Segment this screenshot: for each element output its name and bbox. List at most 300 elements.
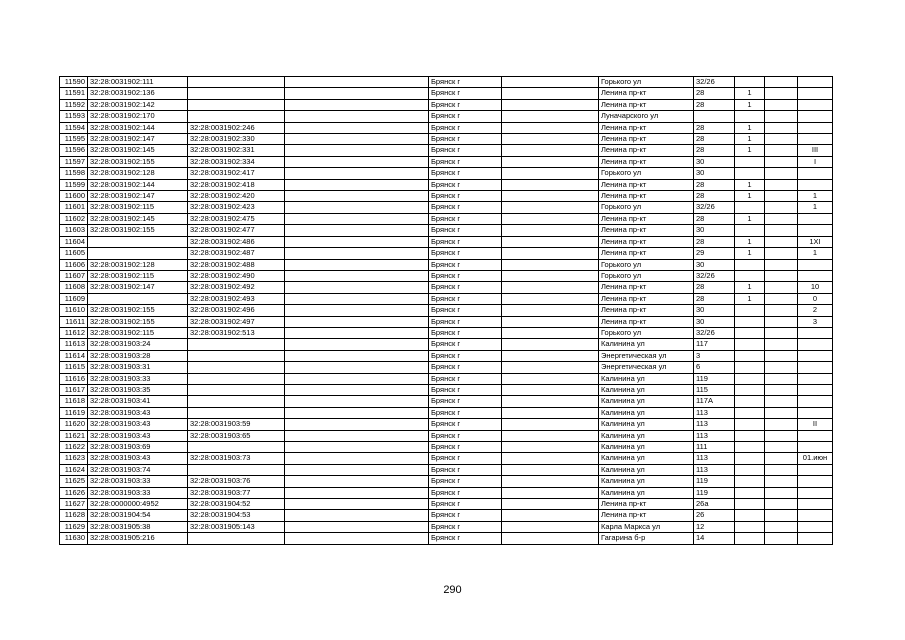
cell-street: Калинина ул (599, 396, 694, 407)
cell-row-number: 11599 (60, 179, 88, 190)
cell-structure (765, 350, 798, 361)
cell-row-number: 11627 (60, 499, 88, 510)
cell-structure (765, 248, 798, 259)
cell-building (735, 202, 765, 213)
cell-apartment (798, 384, 833, 395)
table-row (60, 191, 833, 202)
cell-house: 12 (694, 521, 735, 532)
cell-sub-cadastral-number: 32:28:0031903:76 (188, 476, 285, 487)
cell-city: Брянск г (429, 419, 502, 430)
cell-empty-col (285, 202, 429, 213)
cell-city: Брянск г (429, 145, 502, 156)
cell-sub-cadastral-number: 32:28:0031902:492 (188, 282, 285, 293)
cell-structure (765, 373, 798, 384)
cell-house: 115 (694, 384, 735, 395)
cell-street: Ленина пр-кт (599, 122, 694, 133)
table-row (60, 168, 833, 179)
cell-row-number: 11626 (60, 487, 88, 498)
table-row (60, 213, 833, 224)
cell-empty-col (285, 453, 429, 464)
cell-empty-col (285, 362, 429, 373)
cell-city: Брянск г (429, 225, 502, 236)
cell-city: Брянск г (429, 213, 502, 224)
table-row (60, 293, 833, 304)
cell-empty-col (285, 111, 429, 122)
cell-empty-col-2 (502, 316, 599, 327)
cell-row-number: 11604 (60, 236, 88, 247)
cell-house: 113 (694, 453, 735, 464)
cell-city: Брянск г (429, 88, 502, 99)
cell-apartment: 1 (798, 191, 833, 202)
cell-street: Ленина пр-кт (599, 213, 694, 224)
cell-street: Ленина пр-кт (599, 499, 694, 510)
cell-city: Брянск г (429, 191, 502, 202)
cell-structure (765, 453, 798, 464)
cell-row-number: 11607 (60, 270, 88, 281)
table-row (60, 248, 833, 259)
cell-sub-cadastral-number (188, 88, 285, 99)
cell-building (735, 521, 765, 532)
cell-cadastral-number: 32:28:0031903:31 (88, 362, 188, 373)
table-row (60, 236, 833, 247)
table-row (60, 407, 833, 418)
cell-row-number: 11621 (60, 430, 88, 441)
cell-house: 28 (694, 293, 735, 304)
cell-structure (765, 259, 798, 270)
cell-sub-cadastral-number: 32:28:0031902:487 (188, 248, 285, 259)
cell-empty-col (285, 384, 429, 395)
table-row (60, 316, 833, 327)
cell-row-number: 11619 (60, 407, 88, 418)
cell-apartment (798, 430, 833, 441)
cell-apartment (798, 533, 833, 544)
cell-house: 30 (694, 225, 735, 236)
cell-row-number: 11615 (60, 362, 88, 373)
cell-row-number: 11618 (60, 396, 88, 407)
cell-city: Брянск г (429, 122, 502, 133)
cell-building (735, 453, 765, 464)
cell-building: 1 (735, 282, 765, 293)
cell-row-number: 11609 (60, 293, 88, 304)
cell-sub-cadastral-number: 32:28:0031902:334 (188, 156, 285, 167)
cell-apartment (798, 99, 833, 110)
cell-street: Ленина пр-кт (599, 191, 694, 202)
cell-house: 28 (694, 145, 735, 156)
table-row (60, 99, 833, 110)
table-row (60, 533, 833, 544)
cell-structure (765, 270, 798, 281)
table-row (60, 373, 833, 384)
cell-structure (765, 213, 798, 224)
cell-street: Энергетическая ул (599, 350, 694, 361)
cell-street: Энергетическая ул (599, 362, 694, 373)
cell-street: Калинина ул (599, 373, 694, 384)
cell-structure (765, 487, 798, 498)
cell-empty-col-2 (502, 77, 599, 88)
cell-city: Брянск г (429, 99, 502, 110)
cell-street: Калинина ул (599, 339, 694, 350)
cell-building (735, 316, 765, 327)
table-row (60, 202, 833, 213)
cell-street: Калинина ул (599, 384, 694, 395)
cell-apartment (798, 339, 833, 350)
cell-city: Брянск г (429, 442, 502, 453)
cell-empty-col-2 (502, 122, 599, 133)
cell-empty-col-2 (502, 156, 599, 167)
cell-row-number: 11622 (60, 442, 88, 453)
cell-building (735, 168, 765, 179)
cell-row-number: 11629 (60, 521, 88, 532)
cell-empty-col-2 (502, 99, 599, 110)
cell-house: 119 (694, 487, 735, 498)
cell-empty-col (285, 77, 429, 88)
cell-empty-col (285, 270, 429, 281)
cell-sub-cadastral-number: 32:28:0031904:52 (188, 499, 285, 510)
table-row (60, 339, 833, 350)
cell-empty-col (285, 282, 429, 293)
cell-cadastral-number: 32:28:0031903:24 (88, 339, 188, 350)
cell-apartment (798, 270, 833, 281)
cell-street: Гагарина б-р (599, 533, 694, 544)
cell-apartment (798, 373, 833, 384)
cell-city: Брянск г (429, 373, 502, 384)
cell-street: Луначарского ул (599, 111, 694, 122)
cell-apartment (798, 111, 833, 122)
cell-street: Ленина пр-кт (599, 88, 694, 99)
registry-table (59, 76, 833, 545)
cell-cadastral-number: 32:28:0031902:147 (88, 191, 188, 202)
cell-cadastral-number: 32:28:0031903:28 (88, 350, 188, 361)
cell-empty-col (285, 225, 429, 236)
cell-sub-cadastral-number (188, 384, 285, 395)
cell-cadastral-number (88, 293, 188, 304)
cell-cadastral-number: 32:28:0031902:170 (88, 111, 188, 122)
cell-building: 1 (735, 191, 765, 202)
cell-cadastral-number: 32:28:0031902:145 (88, 213, 188, 224)
cell-structure (765, 384, 798, 395)
cell-city: Брянск г (429, 407, 502, 418)
cell-empty-col (285, 305, 429, 316)
cell-building (735, 225, 765, 236)
cell-empty-col-2 (502, 396, 599, 407)
cell-sub-cadastral-number (188, 396, 285, 407)
cell-street: Калинина ул (599, 464, 694, 475)
table-row (60, 122, 833, 133)
cell-cadastral-number: 32:28:0031903:43 (88, 419, 188, 430)
cell-sub-cadastral-number: 32:28:0031902:417 (188, 168, 285, 179)
cell-structure (765, 442, 798, 453)
cell-structure (765, 327, 798, 338)
cell-row-number: 11591 (60, 88, 88, 99)
cell-empty-col-2 (502, 384, 599, 395)
cell-city: Брянск г (429, 453, 502, 464)
cell-apartment (798, 259, 833, 270)
table-row (60, 384, 833, 395)
cell-row-number: 11620 (60, 419, 88, 430)
cell-sub-cadastral-number: 32:28:0031902:475 (188, 213, 285, 224)
cell-apartment (798, 122, 833, 133)
cell-empty-col-2 (502, 419, 599, 430)
cell-sub-cadastral-number: 32:28:0031902:486 (188, 236, 285, 247)
cell-street: Ленина пр-кт (599, 236, 694, 247)
cell-city: Брянск г (429, 305, 502, 316)
cell-building (735, 510, 765, 521)
cell-house: 30 (694, 156, 735, 167)
cell-row-number: 11614 (60, 350, 88, 361)
cell-sub-cadastral-number: 32:28:0031902:496 (188, 305, 285, 316)
cell-cadastral-number: 32:28:0031902:128 (88, 168, 188, 179)
cell-structure (765, 521, 798, 532)
cell-empty-col-2 (502, 533, 599, 544)
cell-street: Ленина пр-кт (599, 134, 694, 145)
cell-building (735, 396, 765, 407)
cell-house: 117 (694, 339, 735, 350)
cell-city: Брянск г (429, 134, 502, 145)
cell-street: Карла Маркса ул (599, 521, 694, 532)
cell-street: Горького ул (599, 77, 694, 88)
cell-sub-cadastral-number: 32:28:0031903:65 (188, 430, 285, 441)
cell-city: Брянск г (429, 156, 502, 167)
cell-building (735, 476, 765, 487)
cell-house: 29 (694, 248, 735, 259)
cell-house: 113 (694, 407, 735, 418)
cell-empty-col (285, 134, 429, 145)
cell-row-number: 11594 (60, 122, 88, 133)
cell-city: Брянск г (429, 293, 502, 304)
cell-empty-col (285, 407, 429, 418)
cell-sub-cadastral-number (188, 533, 285, 544)
cell-row-number: 11592 (60, 99, 88, 110)
cell-structure (765, 145, 798, 156)
cell-empty-col-2 (502, 213, 599, 224)
cell-city: Брянск г (429, 487, 502, 498)
cell-empty-col (285, 213, 429, 224)
cell-apartment: I (798, 156, 833, 167)
cell-sub-cadastral-number: 32:28:0031902:497 (188, 316, 285, 327)
cell-empty-col-2 (502, 282, 599, 293)
cell-empty-col-2 (502, 202, 599, 213)
cell-house: 6 (694, 362, 735, 373)
cell-empty-col (285, 316, 429, 327)
cell-sub-cadastral-number: 32:28:0031902:513 (188, 327, 285, 338)
cell-empty-col-2 (502, 487, 599, 498)
cell-cadastral-number (88, 248, 188, 259)
cell-row-number: 11611 (60, 316, 88, 327)
table-row (60, 442, 833, 453)
cell-city: Брянск г (429, 499, 502, 510)
cell-row-number: 11595 (60, 134, 88, 145)
cell-house: 28 (694, 282, 735, 293)
cell-house: 26 (694, 510, 735, 521)
table-row (60, 225, 833, 236)
cell-structure (765, 111, 798, 122)
cell-city: Брянск г (429, 282, 502, 293)
cell-row-number: 11610 (60, 305, 88, 316)
cell-empty-col (285, 88, 429, 99)
cell-empty-col (285, 442, 429, 453)
cell-sub-cadastral-number: 32:28:0031902:477 (188, 225, 285, 236)
cell-row-number: 11602 (60, 213, 88, 224)
cell-building: 1 (735, 122, 765, 133)
cell-apartment (798, 521, 833, 532)
cell-sub-cadastral-number (188, 373, 285, 384)
cell-street: Ленина пр-кт (599, 179, 694, 190)
cell-cadastral-number: 32:28:0031903:69 (88, 442, 188, 453)
page-number: 290 (443, 584, 462, 596)
cell-structure (765, 168, 798, 179)
cell-sub-cadastral-number: 32:28:0031904:53 (188, 510, 285, 521)
cell-empty-col (285, 327, 429, 338)
cell-house: 26а (694, 499, 735, 510)
cell-sub-cadastral-number: 32:28:0031903:73 (188, 453, 285, 464)
cell-cadastral-number: 32:28:0031902:147 (88, 134, 188, 145)
cell-apartment (798, 179, 833, 190)
cell-house: 28 (694, 122, 735, 133)
cell-sub-cadastral-number: 32:28:0031902:420 (188, 191, 285, 202)
cell-sub-cadastral-number: 32:28:0031902:493 (188, 293, 285, 304)
cell-city: Брянск г (429, 236, 502, 247)
cell-empty-col (285, 191, 429, 202)
cell-empty-col (285, 499, 429, 510)
cell-cadastral-number: 32:28:0031903:43 (88, 453, 188, 464)
cell-city: Брянск г (429, 259, 502, 270)
cell-empty-col (285, 122, 429, 133)
cell-building (735, 419, 765, 430)
cell-city: Брянск г (429, 168, 502, 179)
table-row (60, 282, 833, 293)
cell-empty-col-2 (502, 88, 599, 99)
cell-apartment: 1XI (798, 236, 833, 247)
cell-empty-col-2 (502, 339, 599, 350)
cell-structure (765, 293, 798, 304)
table-row (60, 259, 833, 270)
cell-sub-cadastral-number (188, 77, 285, 88)
cell-building (735, 77, 765, 88)
cell-row-number: 11608 (60, 282, 88, 293)
cell-cadastral-number: 32:28:0031903:41 (88, 396, 188, 407)
cell-apartment (798, 362, 833, 373)
cell-apartment: 01.июн (798, 453, 833, 464)
cell-street: Горького ул (599, 327, 694, 338)
cell-house: 14 (694, 533, 735, 544)
cell-building (735, 499, 765, 510)
table-row (60, 156, 833, 167)
cell-cadastral-number (88, 236, 188, 247)
cell-empty-col-2 (502, 464, 599, 475)
cell-cadastral-number: 32:28:0031902:115 (88, 270, 188, 281)
cell-house: 113 (694, 430, 735, 441)
cell-building (735, 464, 765, 475)
cell-apartment: 1 (798, 202, 833, 213)
cell-row-number: 11612 (60, 327, 88, 338)
table-row (60, 453, 833, 464)
cell-cadastral-number: 32:28:0031903:33 (88, 476, 188, 487)
cell-empty-col-2 (502, 327, 599, 338)
cell-empty-col-2 (502, 453, 599, 464)
cell-row-number: 11613 (60, 339, 88, 350)
cell-apartment: 1 (798, 248, 833, 259)
cell-street: Калинина ул (599, 430, 694, 441)
cell-empty-col-2 (502, 510, 599, 521)
cell-cadastral-number: 32:28:0031903:43 (88, 407, 188, 418)
cell-empty-col (285, 350, 429, 361)
cell-cadastral-number: 32:28:0031902:115 (88, 327, 188, 338)
cell-empty-col (285, 293, 429, 304)
cell-city: Брянск г (429, 350, 502, 361)
cell-apartment (798, 487, 833, 498)
cell-sub-cadastral-number: 32:28:0031903:77 (188, 487, 285, 498)
cell-street: Ленина пр-кт (599, 305, 694, 316)
cell-building (735, 384, 765, 395)
cell-apartment (798, 396, 833, 407)
cell-sub-cadastral-number: 32:28:0031902:330 (188, 134, 285, 145)
cell-street: Горького ул (599, 168, 694, 179)
cell-street: Ленина пр-кт (599, 316, 694, 327)
cell-apartment (798, 442, 833, 453)
cell-street: Ленина пр-кт (599, 156, 694, 167)
cell-structure (765, 305, 798, 316)
cell-structure (765, 77, 798, 88)
cell-empty-col-2 (502, 407, 599, 418)
cell-street: Ленина пр-кт (599, 99, 694, 110)
cell-building (735, 442, 765, 453)
table-row (60, 430, 833, 441)
cell-row-number: 11617 (60, 384, 88, 395)
cell-house: 119 (694, 373, 735, 384)
table-row (60, 134, 833, 145)
table-row (60, 270, 833, 281)
cell-building (735, 373, 765, 384)
cell-house: 32/26 (694, 270, 735, 281)
cell-building: 1 (735, 145, 765, 156)
cell-apartment: III (798, 145, 833, 156)
cell-building (735, 270, 765, 281)
cell-structure (765, 430, 798, 441)
cell-street: Горького ул (599, 270, 694, 281)
cell-empty-col-2 (502, 499, 599, 510)
cell-building (735, 533, 765, 544)
cell-building: 1 (735, 134, 765, 145)
cell-row-number: 11616 (60, 373, 88, 384)
cell-cadastral-number: 32:28:0031903:43 (88, 430, 188, 441)
cell-street: Ленина пр-кт (599, 282, 694, 293)
cell-house: 32/26 (694, 202, 735, 213)
cell-cadastral-number: 32:28:0000000:4952 (88, 499, 188, 510)
table-row (60, 510, 833, 521)
table-row (60, 362, 833, 373)
cell-street: Калинина ул (599, 487, 694, 498)
cell-apartment (798, 77, 833, 88)
cell-city: Брянск г (429, 510, 502, 521)
cell-empty-col (285, 487, 429, 498)
cell-empty-col-2 (502, 362, 599, 373)
cell-row-number: 11625 (60, 476, 88, 487)
cell-structure (765, 464, 798, 475)
cell-cadastral-number: 32:28:0031902:142 (88, 99, 188, 110)
cell-structure (765, 122, 798, 133)
cell-empty-col (285, 236, 429, 247)
cell-empty-col (285, 419, 429, 430)
cell-building (735, 111, 765, 122)
cell-structure (765, 156, 798, 167)
cell-city: Брянск г (429, 270, 502, 281)
cell-apartment (798, 88, 833, 99)
cell-empty-col-2 (502, 442, 599, 453)
cell-street: Ленина пр-кт (599, 248, 694, 259)
cell-building: 1 (735, 236, 765, 247)
table-row (60, 487, 833, 498)
cell-house: 113 (694, 419, 735, 430)
